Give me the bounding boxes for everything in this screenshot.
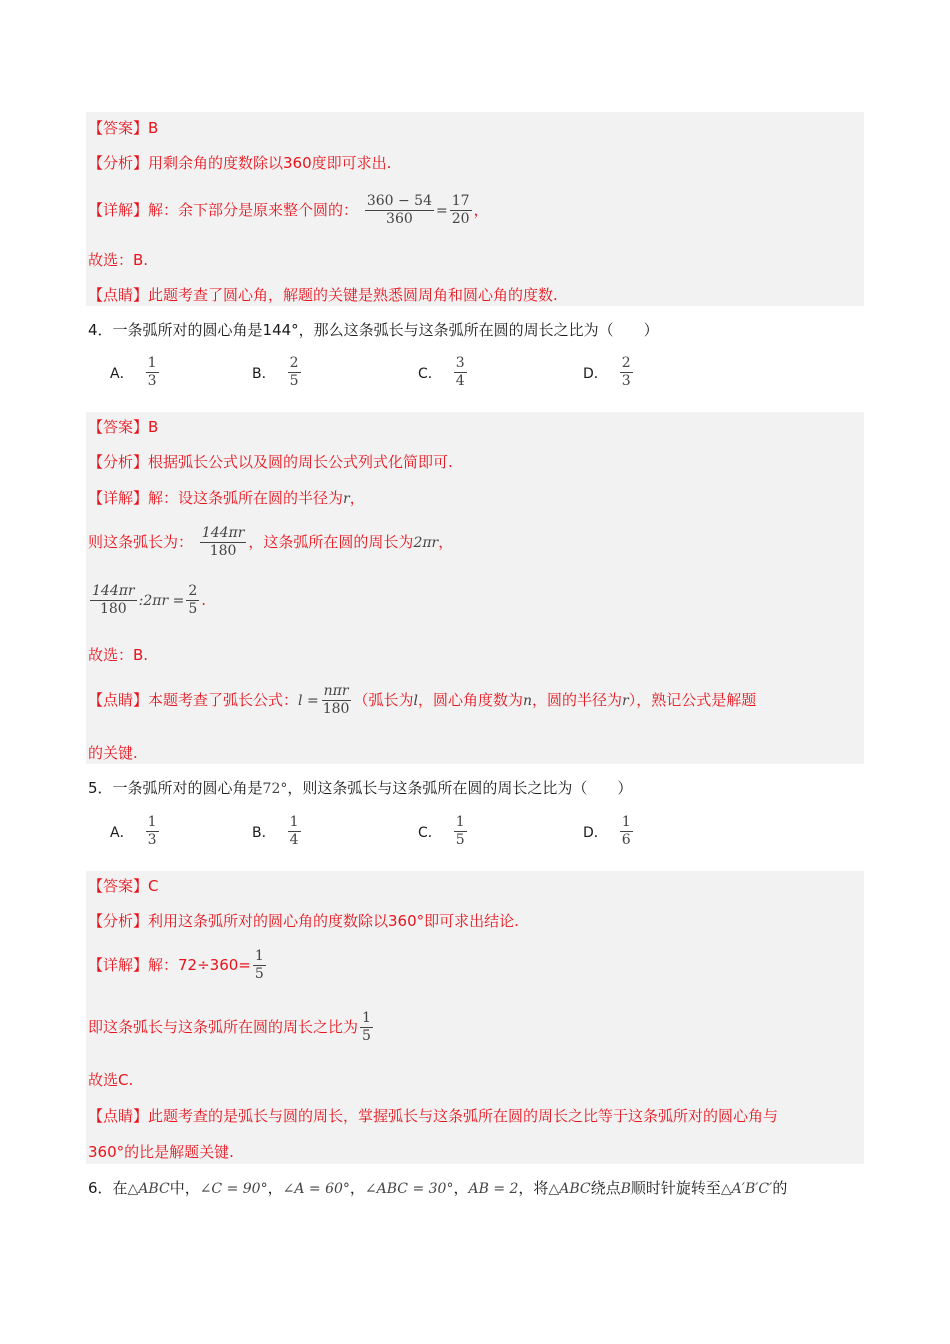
- q4-circumference: 2πr: [413, 535, 439, 551]
- q4-detail-line3: $\frac{144\pi r}{180}$ :2πr = $\frac{2}{5}$ .: [92, 583, 207, 617]
- q3-equals: =: [435, 203, 448, 219]
- q5-analysis: 【分析】利用这条弧所对的圆心角的度数除以360°即可求出结论.: [88, 912, 519, 930]
- q4-comment: 【点睛】本题考查了弧长公式：l = $\frac{\text{nπr}}{180}$ （弧长为l，圆心角度数为n，圆的半径为r），熟记公式是解题: [88, 683, 757, 717]
- q4-ratio-result-fraction: $\frac{2}{5}$: [188, 583, 198, 617]
- q3-analysis-tag: 【分析】: [88, 154, 149, 172]
- q3-comment: [88, 285, 558, 305]
- q5-option-a[interactable]: A． $\frac{1}{3}$: [110, 814, 157, 848]
- q5-ratio-fraction: $\frac{1}{5}$: [362, 1010, 371, 1044]
- q4-option-d[interactable]: D． $\frac{2}{3}$: [583, 355, 631, 389]
- q4-answer: 【答案】B: [88, 418, 159, 436]
- q4-detail-line2: 则这条弧长为： $\frac{144\pi r}{180}$ ，这条弧所在圆的周长为2πr，: [88, 525, 454, 559]
- q5-option-b[interactable]: B． $\frac{1}{4}$: [252, 814, 299, 848]
- q4-option-c[interactable]: C． $\frac{3}{4}$: [418, 355, 465, 389]
- q5-comment-line2: 360°的比是解题关键.: [88, 1143, 234, 1161]
- q4-comment-line2: 的关键.: [88, 744, 138, 762]
- q3-detail-tag: 【详解】: [88, 201, 149, 219]
- q3-comment-tag: 【点睛】: [88, 286, 149, 304]
- q4-choose: 故选：B.: [88, 646, 149, 664]
- q4-arc-fraction: $\frac{144\pi r}{180}$: [201, 525, 245, 559]
- q6-question: 6．在△ABC中，∠C = 90°，∠A = 60°，∠ABC = 30°，AB = 2，将△ABC绕点B顺时针旋转至△A′B′C′的: [88, 1179, 788, 1197]
- q3-detail-text: 解：余下部分是原来整个圆的：: [148, 201, 359, 219]
- q4-option-b[interactable]: B． $\frac{2}{5}$: [252, 355, 299, 389]
- q3-analysis-text: 用剩余角的度数除以360度即可求出.: [148, 154, 392, 172]
- q3-fraction-2: $\frac{17}{20}$: [451, 193, 470, 227]
- q5-question: 5．一条弧所对的圆心角是72°，则这条弧长与这条弧所在圆的周长之比为（ ）: [88, 779, 633, 797]
- q4-option-a[interactable]: A． $\frac{1}{3}$: [110, 355, 157, 389]
- q3-analysis: [88, 153, 391, 173]
- q5-option-d[interactable]: D． $\frac{1}{6}$: [583, 814, 631, 848]
- q5-comment: 【点睛】此题考查的是弧长与圆的周长，掌握弧长与这条弧所在圆的周长之比等于这条弧所对的圆心角与: [88, 1107, 779, 1125]
- q3-answer: 【答案】B: [88, 119, 159, 137]
- q5-answer: 【答案】C: [88, 877, 159, 895]
- q4-question: 4．一条弧所对的圆心角是144°，那么这条弧长与这条弧所在圆的周长之比为（ ）: [88, 321, 659, 339]
- q4-detail: 【详解】解：设这条弧所在圆的半径为r，: [88, 489, 365, 507]
- q5-angle: 72°: [262, 781, 288, 797]
- q4-analysis: 【分析】根据弧长公式以及圆的周长公式列式化简即可.: [88, 453, 453, 471]
- q3-choose: 故选：B.: [88, 251, 149, 269]
- q5-detail-line2: 即这条弧长与这条弧所在圆的周长之比为 $\frac{1}{5}$: [88, 1010, 371, 1044]
- q3-detail: [88, 190, 489, 231]
- q5-option-c[interactable]: C． $\frac{1}{5}$: [418, 814, 465, 848]
- q4-arc-formula-fraction: $\frac{\text{nπr}}{180}$: [322, 683, 350, 717]
- q3-comment-text: 此题考查了圆心角，解题的关键是熟悉圆周角和圆心角的度数.: [148, 286, 558, 304]
- q4-radius-r: r: [343, 491, 350, 507]
- q5-choose: 故选C.: [88, 1071, 134, 1089]
- q5-detail: 【详解】解：72÷360= $\frac{1}{5}$: [88, 948, 264, 982]
- q5-detail-fraction: $\frac{1}{5}$: [254, 948, 264, 982]
- q3-fraction-1: $\frac{360 - 54}{360}$: [366, 193, 432, 227]
- q3-comma: ，: [473, 201, 489, 219]
- q4-ratio-left-fraction: $\frac{144\pi r}{180}$: [92, 583, 135, 617]
